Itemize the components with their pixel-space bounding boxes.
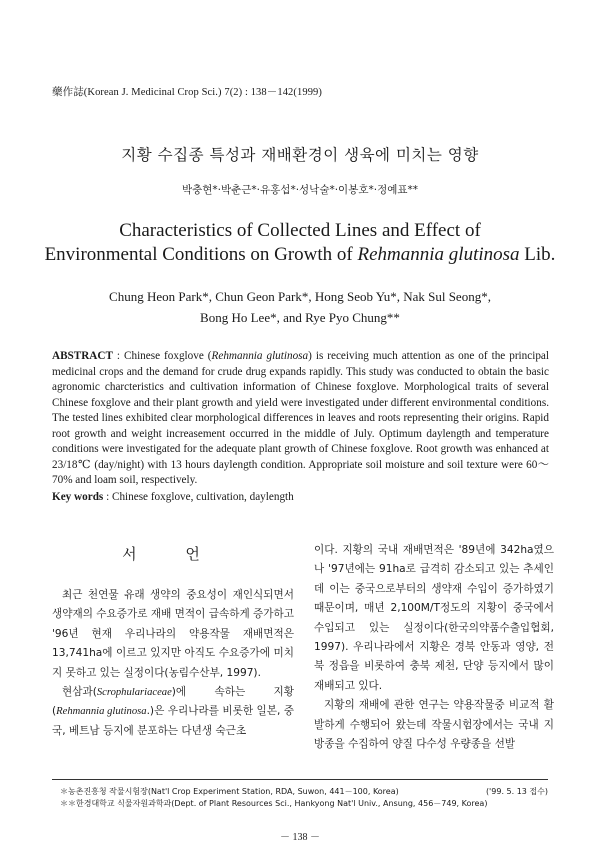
family-name: Scrophulariaceae bbox=[96, 687, 172, 699]
journal-citation: 藥作誌(Korean J. Medicinal Crop Sci.) 7(2) : 138－142(1999) bbox=[52, 87, 322, 98]
species-name: Rehmannia glutinosa bbox=[357, 244, 520, 265]
english-authors-line1: Chung Heon Park*, Chun Geon Park*, Hong Seob Yu*, Nak Sul Seong*, bbox=[109, 289, 491, 304]
footnote-1-text: ＊농촌진흥청 작물시험장(Nat'l Crop Experiment Station, RDA, Suwon, 441－100, Korea) bbox=[60, 787, 399, 796]
body-column-left bbox=[52, 586, 294, 741]
body-paragraph: 이다. 지황의 국내 재배면적은 '89년에 342ha였으나 '97년에는 91ha로 급격히 감소되고 있는 추세인데 이는 중국으로부터의 생약재 수입이 증가하였기 때문이며, 매년 2,100M/T정도의 지황이 중국에서 수입되고 있는 실정이다(한국의약품수출입협회, 1997). 우리나라에서 지황은 경북 안동과 영양, 전북 정읍을 비롯하여 충북 제천, 단양 등지에서 많이 재배되고 있다. bbox=[314, 544, 554, 692]
received-date: ('99. 5. 13 접수) bbox=[485, 787, 548, 796]
footnotes bbox=[60, 786, 548, 810]
page-number: － 138 － bbox=[280, 832, 320, 843]
section-heading: 서 언 bbox=[122, 545, 222, 563]
body-column-right bbox=[314, 541, 554, 754]
body-text: )에 속하는 지황( bbox=[52, 686, 294, 718]
body-paragraph bbox=[52, 683, 294, 741]
abstract bbox=[52, 349, 549, 489]
keywords-label: Key words bbox=[52, 491, 104, 503]
english-title bbox=[0, 219, 600, 267]
footnote-divider bbox=[52, 779, 548, 780]
korean-title: 지황 수집종 특성과 재배환경이 생육에 미치는 영향 bbox=[121, 146, 479, 164]
keywords bbox=[52, 491, 294, 503]
english-title-line2 bbox=[0, 243, 600, 267]
abstract-label: ABSTRACT bbox=[52, 350, 113, 362]
footnote-2: ＊＊한경대학교 식물자원과학과(Dept. of Plant Resources Sci., Hankyong Nat'l Univ., Ansung, 456－749, Korea) bbox=[60, 799, 488, 808]
footnote-1 bbox=[60, 786, 548, 798]
abstract-species: Rehmannia glutinosa bbox=[211, 350, 309, 362]
body-text: .)은 우리나라를 비롯한 일본, 중국, 베트남 등지에 분포하는 다년생 숙근초 bbox=[52, 705, 295, 737]
korean-authors: 박충현*·박춘근*·유홍섭*·성낙술*·이봉호*·정예표** bbox=[181, 184, 418, 196]
english-authors bbox=[0, 286, 600, 328]
keywords-sep: : bbox=[103, 491, 112, 503]
english-title-line1: Characteristics of Collected Lines and Effect of bbox=[119, 220, 481, 241]
english-authors-line2: Bong Ho Lee*, and Rye Pyo Chung** bbox=[200, 310, 400, 325]
english-title-line2-prefix: Environmental Conditions on Growth of bbox=[44, 244, 358, 265]
body-paragraph: 최근 천연물 유래 생약의 중요성이 재인식되면서 생약재의 수요증가로 재배 면적이 급속하게 증가하고 '96년 현재 우리나라의 약용작물 재배면적은 13,741ha에 이르고 있지만 아직도 수요증가에 미치지 못하고 있는 실정이다(농림수산부, 1997). bbox=[52, 589, 294, 679]
body-text: 현삼과( bbox=[62, 686, 97, 699]
body-paragraph: 지황의 재배에 관한 연구는 약용작물중 비교적 활발하게 수행되어 왔는데 작물시험장에서는 국내 지방종을 수집하여 양질 다수성 우량종을 선발 bbox=[314, 699, 554, 751]
keywords-text: Chinese foxglove, cultivation, daylength bbox=[111, 491, 294, 503]
abstract-sep: : bbox=[112, 350, 125, 362]
species-name-body: Rehmannia glutinosa bbox=[56, 706, 147, 718]
english-title-line2-suffix: Lib. bbox=[519, 244, 556, 265]
abstract-text-1: Chinese foxglove ( bbox=[124, 350, 212, 362]
abstract-text-2: ) is receiving much attention as one of the principal medicinal crops and the demand for crude drug expands rapidly. This study was conducted to obtain the basic agronomic charcteristics and cultivation information of Chinese foxglove. Morphological traits of several Chinese foxglove and their plant growth and yield were investigated under different environmental conditions. The tested lines exhibited clear morphological differences in leaves and roots representing their origins. Rapid root growth and weight increasement occurred in the middle of July. Optimum daylength and temperature conditions were investigated for the adequate plant growth of Chinese foxglove. Root growth was enhanced at 23/18℃ (day/night) with 13 hours daylength condition. Appropriate soil moisture and soil texture were 60～70% and loam soil, respectively. bbox=[52, 350, 550, 486]
